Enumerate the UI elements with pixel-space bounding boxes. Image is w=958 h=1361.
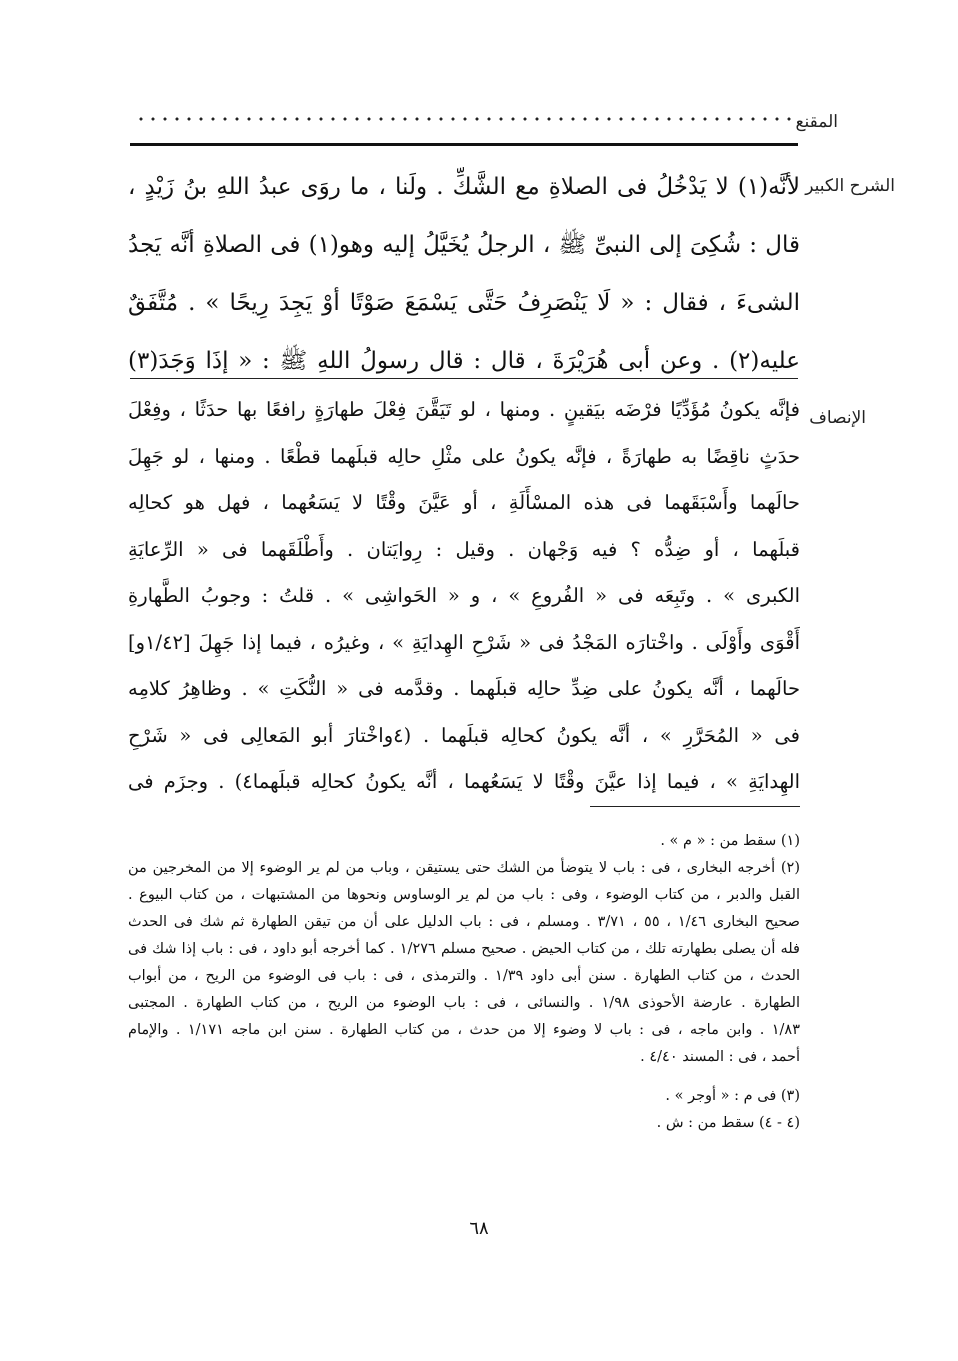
header-rule: [130, 143, 798, 146]
sharh-line: عليه(٢) . وعن أبى هُرَيْرَةَ ، قال : قال رسولُ اللهِ ﷺ : « إذَا وَجَدَ(٣): [128, 348, 800, 374]
insaf-line: حدَثٍ ناقِضًا به طهارَةً ، فإنَّه يكونُ على مثْلِ حالِه قبلَهما قطْعًا . ومنها ، لو جَهِلَ: [128, 444, 800, 468]
insaf-line: فى « المُحَرَّرِ » ، أنَّه يكونُ كحالِه قبلَهما . (٤واخْتارَ أبو المَعالِى فى « شَرْحِ: [128, 723, 800, 747]
insaf-line: حالَهما ، أنَّه يكونُ على ضِدِّ حالِه قبلَهما . وقدَّمه فى « النُّكَتِ » . وظاهِرُ كلامِه: [128, 677, 800, 700]
sharh-line: قال : شُكِىَ إلى النبىِّ ﷺ ، الرجلُ يُخَيَّلُ إليه وهو(١) فى الصلاةِ أنَّه يَجدُ: [128, 232, 800, 258]
insaf-line: فإنَّه يكونُ مُؤَدِّيًا فرْضَه بيَقينٍ . ومنها ، لو تَيَقَّنَ فِعْلَ طهارَةٍ رافعًا بها حدَثًا ، وفِعْلَ: [128, 398, 800, 421]
insaf-line: الكبرى » . وتَبِعَه فى « الفُروعِ » ، و « الحَواشِى » . قلتُ : وجوبُ الطَّهارةِ: [128, 584, 800, 607]
footnote-2-line: صحيح البخارى ١/٤٦ ، ٥٥ ، ٣/٧١ . ومسلم ، فى : باب الدليل على أن من تيقن الطهارة ثم شك فى الحدث: [128, 914, 800, 930]
insaf-line: قبلَهما ، أو ضِدُّه ؟ فيه وَجْهان . وقيل : رِوايَتان . وأَطْلَقَهما فى « الرِّعايَةِ: [128, 537, 800, 561]
footnote-2-line: الحدث ، من كتاب الطهارة . سنن أبى داود ١/٣٩ . والترمذى ، فى : باب فى الوضوء من الريح ، من أبواب: [128, 968, 800, 984]
footnote-2-line: فله أن يصلى بطهارته تلك ، من كتاب الحيض . صحيح مسلم ١/٢٧٦ . كما أخرجه أبو داود ، فى : باب إذا شك فى: [128, 941, 800, 957]
sharh-line: لأنَّه(١) لا يَدْخُلُ فى الصلاةِ مع الشَّكِّ . ولَنا ، ما روَى عبدُ اللهِ بنُ زَيْدٍ ،: [128, 174, 800, 200]
footnotes-block: [128, 828, 800, 1137]
footnote-2-line: (٢) أخرجه البخارى ، فى : باب لا يتوضأ من الشك حتى يستيقن ، وباب من لم ير الوضوء إلا من المخرجين من: [128, 860, 800, 876]
sharh-text-block: [128, 158, 800, 390]
footnote-2-line: الطهارة . عارضة الأحوذى ١/٩٨ . والنسائى ، فى : باب الوضوء من الريح ، من كتاب الطهارة . المجتبى: [128, 995, 800, 1011]
insaf-text-block: [128, 387, 800, 806]
footnote-1: (١) سقط من : « م » .: [660, 833, 800, 849]
footnote-3: (٣) فى م : « أوجر » .: [665, 1088, 800, 1104]
insaf-line: الهِدايَةِ » ، فيما إذا عيَّنَ وقْتًا لا يَسَعُهما ، أنَّه يكونُ كحالِه قبلَهما٤) . وجزَم فى: [128, 770, 800, 793]
footnote-4: (٤ - ٤) سقط من : ش .: [656, 1115, 800, 1131]
page-number: ٦٨: [469, 1218, 489, 1239]
insaf-margin-label: الإنصاف: [809, 408, 866, 428]
footnote-2-line: القبل والدبر ، من كتاب الوضوء ، وفى : باب من لم ير الوساوس ونحوها من المشتبهات ، من كتاب البيوع .: [128, 887, 800, 903]
footnote-2-line: ١/٨٣ . وابن ماجه ، فى : باب لا وضوء إلا من حدث ، من كتاب الطهارة . سنن ابن ماجه ١/١٧١ . والإمام: [128, 1022, 800, 1038]
footnote-2-line: أحمد ، فى : المسند ٤/٤٠ .: [640, 1049, 800, 1065]
sharh-margin-label: الشرح الكبير: [805, 176, 895, 196]
dotted-separator: [135, 115, 795, 123]
footnote-separator: [590, 806, 800, 807]
insaf-line: حالَهما وأَسْبَقَهما فى هذه المسْأَلَةِ ، أو عَيَّنَ وقْتًا لا يَسَعُهما ، فهل هو كحالِه: [128, 491, 800, 514]
running-title: المقنع: [795, 112, 838, 132]
insaf-line: أَقْوَى وأَوْلَى . واخْتارَه المَجْدُ فى « شَرْحِ الهِدايَةِ » ، وغيرُه ، فيما إذا جَهِلَ [١/٤٢و]: [128, 630, 800, 654]
section-divider: [130, 378, 798, 379]
sharh-line: الشىءَ ، فقال : « لَا يَنْصَرِفُ حَتَّى يَسْمَعَ صَوْتًا أوْ يَجِدَ رِيحًا » . مُتَّفَقٌ: [128, 290, 800, 316]
